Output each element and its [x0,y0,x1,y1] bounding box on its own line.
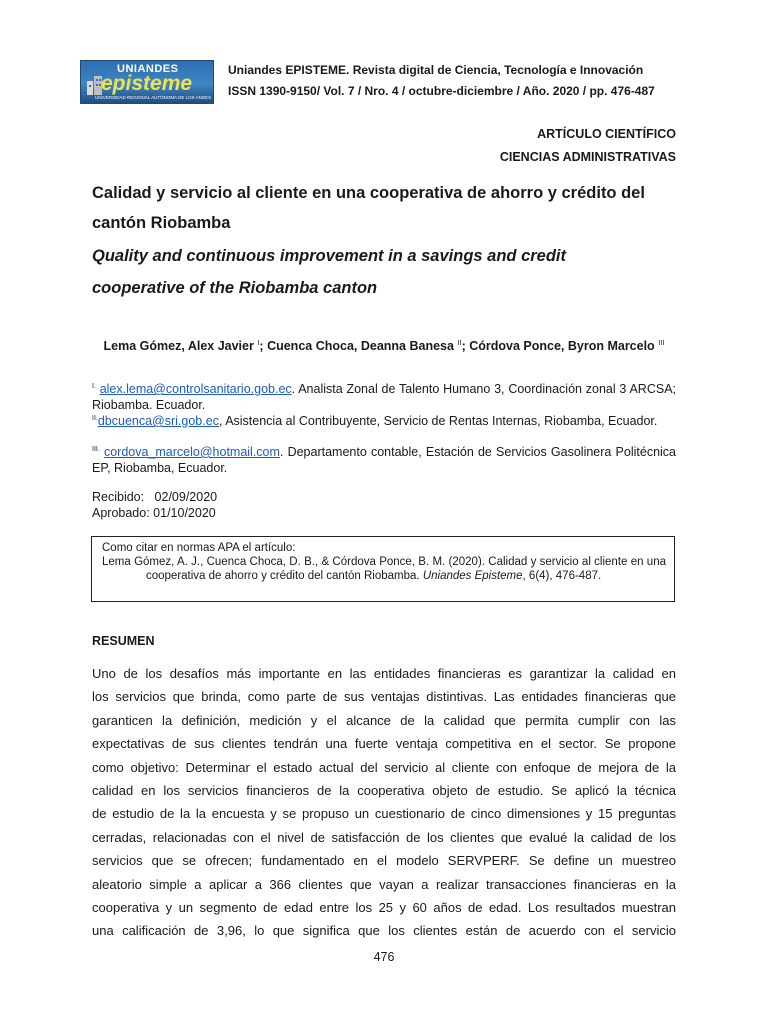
abstract-line: servicios que se ofrecen; fundamentado en el modelo SERVPERF. Se define un muestreo [92,853,676,869]
title-spanish: Calidad y servicio al cliente en una cooperativa de ahorro y crédito del cantón Riobamba [92,184,645,232]
abstract-line: de estudio de la la encuesta y se propuso un cuestionario de cinco dimensiones y 15 preguntas [92,806,676,822]
article-area: CIENCIAS ADMINISTRATIVAS [499,150,676,164]
abstract-line: aleatorio simple a aplicar a 366 clientes que vayan a realizar transacciones financieras en la [92,876,676,892]
affiliation [92,411,676,430]
abstract-line: calidad en los servicios financieros de la cooperativa objeto de estudio. Se aplicó la técnica [92,783,676,799]
author-email-link[interactable]: alex.lema@controlsanitario.gob.ec [99,382,292,397]
affiliation-mark: III. [92,446,100,453]
author-name: Lema Gómez, Alex Javier [103,339,254,354]
citation-reference [102,555,666,583]
author-separator: ; [259,339,268,354]
journal-issn: ISSN 1390-9150/ Vol. 7 / Nro. 4 / octubre-diciembre / Año. 2020 / pp. 476-487 [228,84,655,98]
abstract-heading: RESUMEN [92,634,155,648]
article-type: ARTÍCULO CIENTÍFICO [537,127,676,141]
abstract-line: expectativas de sus clientes tendrán una fuerte ventaja competitiva en el sector. Se propone [92,736,676,752]
author-name: Cuenca Choca, Deanna Banesa [267,339,454,354]
author-mark: III [658,338,665,347]
author-separator: ; [461,339,470,354]
journal-name: Uniandes EPISTEME. Revista digital de Ciencia, Tecnología e Innovación [228,63,644,77]
abstract-line: garanticen la definición, medición y el alcance de la calidad que permita cumplir con las [92,712,676,728]
abstract-line: cerradas, relacionadas con el nivel de satisfacción de los clientes que evalué la calidad de los [92,829,676,845]
abstract-body [92,662,676,943]
abstract-line: cooperativa y un segmento de edad entre los 25 y 60 años de edad. Los resultados muestran [92,900,676,916]
author-mark: I [257,338,260,347]
citation-box [91,536,675,602]
citation-journal: Uniandes Episteme [422,570,523,582]
citation-end: , 6(4), 476-487. [522,570,602,582]
affiliation-mark: I. [92,383,96,390]
approved-label: Aprobado: [92,506,150,520]
affiliation [92,379,676,413]
abstract-line: una calificación de 3,96, lo que significa que los clientes están de acuerdo con el servicio [92,923,676,939]
received-label: Recibido: [92,490,145,504]
author-mark: II [457,338,462,347]
approved-date: 01/10/2020 [153,506,216,520]
received-date: 02/09/2020 [154,490,218,504]
abstract-line: los servicios que brinda, como parte de sus ventajas distintivas. Las entidades financieras que [92,689,676,705]
journal-logo [80,60,214,104]
logo-top-text: UNIANDES [117,63,179,75]
affiliation-text: . Analista Zonal de Talento Humano 3, Coordinación zonal 3 ARCSA; Riobamba. Ecuador. [92,382,677,412]
author-name: Córdova Ponce, Byron Marcelo [469,339,655,354]
author-email-link[interactable]: dbcuenca@sri.gob.ec [97,414,219,429]
title-english: Quality and continuous improvement in a savings and credit cooperative of the Riobamba canton [92,247,567,297]
citation-text: Lema Gómez, A. J., Cuenca Choca, D. B., & Córdova Ponce, B. M. (2020). Calidad y servicio al cliente en una cooperativa de ahorro y crédito del cantón Riobamba. [102,556,666,582]
citation-heading: Como citar en normas APA el artículo: [102,542,296,554]
author-email-link[interactable]: cordova_marcelo@hotmail.com [103,445,280,460]
page-number: 476 [373,950,395,964]
abstract-line: Uno de los desafíos más importante en las entidades financieras es garantizar la calidad en [92,666,676,681]
logo-brand: episteme [101,72,193,95]
author-list [92,331,676,358]
affiliation [92,442,676,476]
abstract-line: como objetivo: Determinar el estado actual del servicio al cliente con enfoque de mejora de la [92,759,676,775]
affiliation-text: , Asistencia al Contribuyente, Servicio de Rentas Internas, Riobamba, Ecuador. [218,414,658,429]
affiliation-mark: II. [92,415,98,422]
dates-block [92,489,217,521]
affiliation-text: . Departamento contable, Estación de Servicios Gasolinera Politécnica EP, Riobamba, Ecuador. [92,445,676,475]
logo-subtitle: UNIVERSIDAD REGIONAL AUTÓNOMA DE LOS ANDES [95,95,212,100]
